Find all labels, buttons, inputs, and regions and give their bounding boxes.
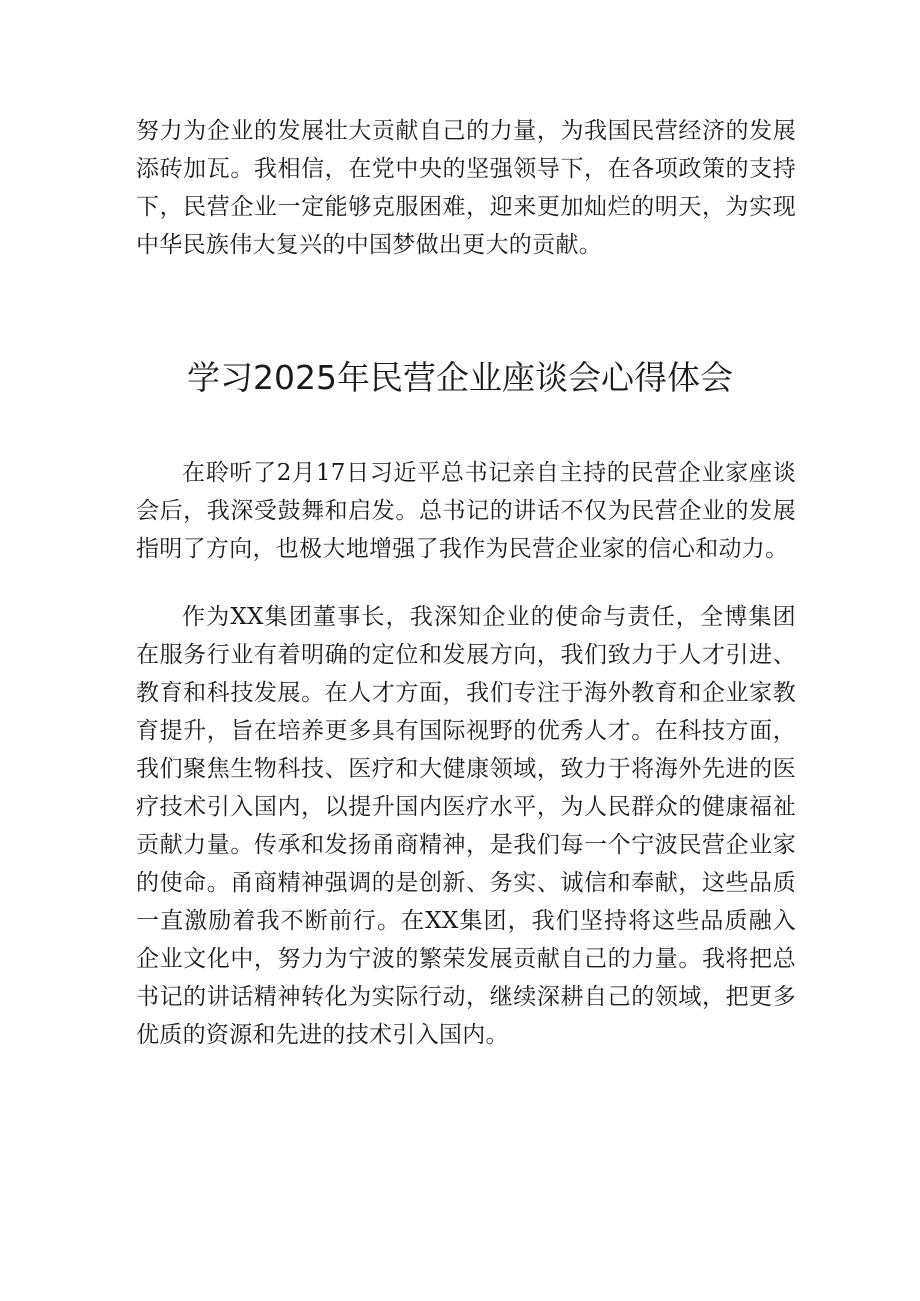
continuation-paragraph: 努力为企业的发展壮大贡献自己的力量，为我国民营经济的发展添砖加瓦。我相信，在党中央的坚强领导下，在各项政策的支持下，民营企业一定能够克服困难，迎来更加灿烂的明天，为实现中华民族伟大复兴的中国梦做出更大的贡献。 [136, 118, 796, 258]
body-paragraph-2: 作为XX集团董事长，我深知企业的使命与责任，全博集团在服务行业有着明确的定位和发展方向，我们致力于人才引进、教育和科技发展。在人才方面，我们专注于海外教育和企业家教育提升，旨在培养更多具有国际视野的优秀人才。在科技方面，我们聚焦生物科技、医疗和大健康领域，致力于将海外先进的医疗技术引入国内，以提升国内医疗水平，为人民群众的健康福祉贡献力量。传承和发扬甬商精神，是我们每一个宁波民营企业家的使命。甬商精神强调的是创新、务实、诚信和奉献，这些品质一直激励着我不断前行。在XX集团，我们坚持将这些品质融入企业文化中，努力为宁波的繁荣发展贡献自己的力量。我将把总书记的讲话精神转化为实际行动，继续深耕自己的领域，把更多优质的资源和先进的技术引入国内。 [136, 604, 796, 1048]
body-paragraph-1: 在聆听了2月17日习近平总书记亲自主持的民营企业家座谈会后，我深受鼓舞和启发。总书记的讲话不仅为民营企业的发展指明了方向，也极大地增强了我作为民营企业家的信心和动力。 [136, 460, 796, 562]
document-title: 学习2025年民营企业座谈会心得体会 [187, 358, 733, 397]
